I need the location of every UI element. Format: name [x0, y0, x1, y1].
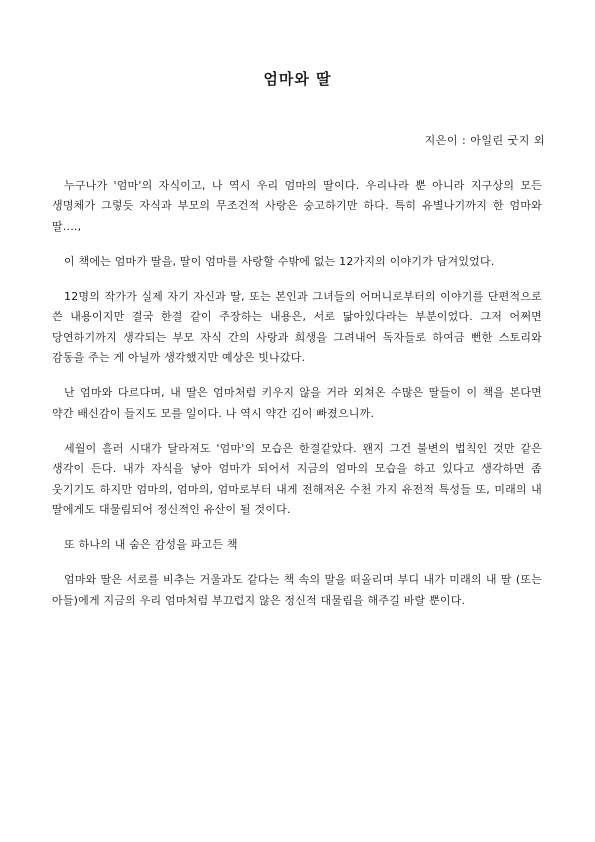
- author-line: 지은이 : 아일린 굿지 외: [424, 134, 545, 147]
- paragraph-1: 누구나가 '엄마'의 자식이고, 나 역시 우리 엄마의 딸이다. 우리나라 뿐 아니라 지구상의 모든 생명체가 그렇듯 자식과 부모의 무조건적 사랑은 숭고하기만 하다. 특히 유별나기까지 한 엄마와 딸....,: [52, 179, 542, 233]
- paragraph-2: 이 책에는 엄마가 딸을, 딸이 엄마를 사랑할 수밖에 없는 12가지의 이야기가 담겨있었다.: [64, 254, 495, 268]
- document-title: 엄마와 딸: [263, 70, 332, 88]
- paragraph-3: 12명의 작가가 실제 자기 자신과 딸, 또는 본인과 그녀들의 어머니로부터의 이야기를 단편적으로 쓴 내용이지만 결국 한결 같이 주장하는 내용은, 서로 닮아있다라는 부분이었다. 그저 어쩌면 당연하기까지 생각되는 부모 자식 간의 사랑과 희생을 그려내어 독자들로 하여금 뻔한 스토리와 감동을 주는 게 아닐까 생각했지만 예상은 빗나갔다.: [52, 290, 542, 365]
- paragraph-5: 세월이 흘러 시대가 달라져도 '엄마'의 모습은 한결같았다. 왠지 그건 불변의 법칙인 것만 같은 생각이 든다. 내가 자식을 낳아 엄마가 되어서 지금의 엄마의 모습을 하고 있다고 생각하면 좀 웃기기도 하지만 엄마의, 엄마의, 엄마로부터 내게 전해져온 수천 가지 유전적 특성들 또, 미래의 내 딸에게도 대물림되어 정신적인 유산이 될 것이다.: [52, 441, 542, 516]
- paragraph-6: 또 하나의 내 숨은 감성을 파고든 책: [64, 538, 238, 552]
- document-body: [52, 176, 542, 626]
- paragraph-7: 엄마와 딸은 서로를 비추는 거울과도 같다는 책 속의 말을 떠올리며 부디 내가 미래의 내 딸 (또는 아들)에게 지금의 우리 엄마처럼 부끄럽지 않은 정신적 대물림을 해주길 바랄 뿐이다.: [52, 573, 542, 607]
- paragraph-4: 난 엄마와 다르다며, 내 딸은 엄마처럼 키우지 않을 거라 외쳐온 수많은 딸들이 이 책을 본다면 약간 배신감이 들지도 모를 일이다. 나 역시 약간 김이 빠졌으니까.: [52, 386, 542, 420]
